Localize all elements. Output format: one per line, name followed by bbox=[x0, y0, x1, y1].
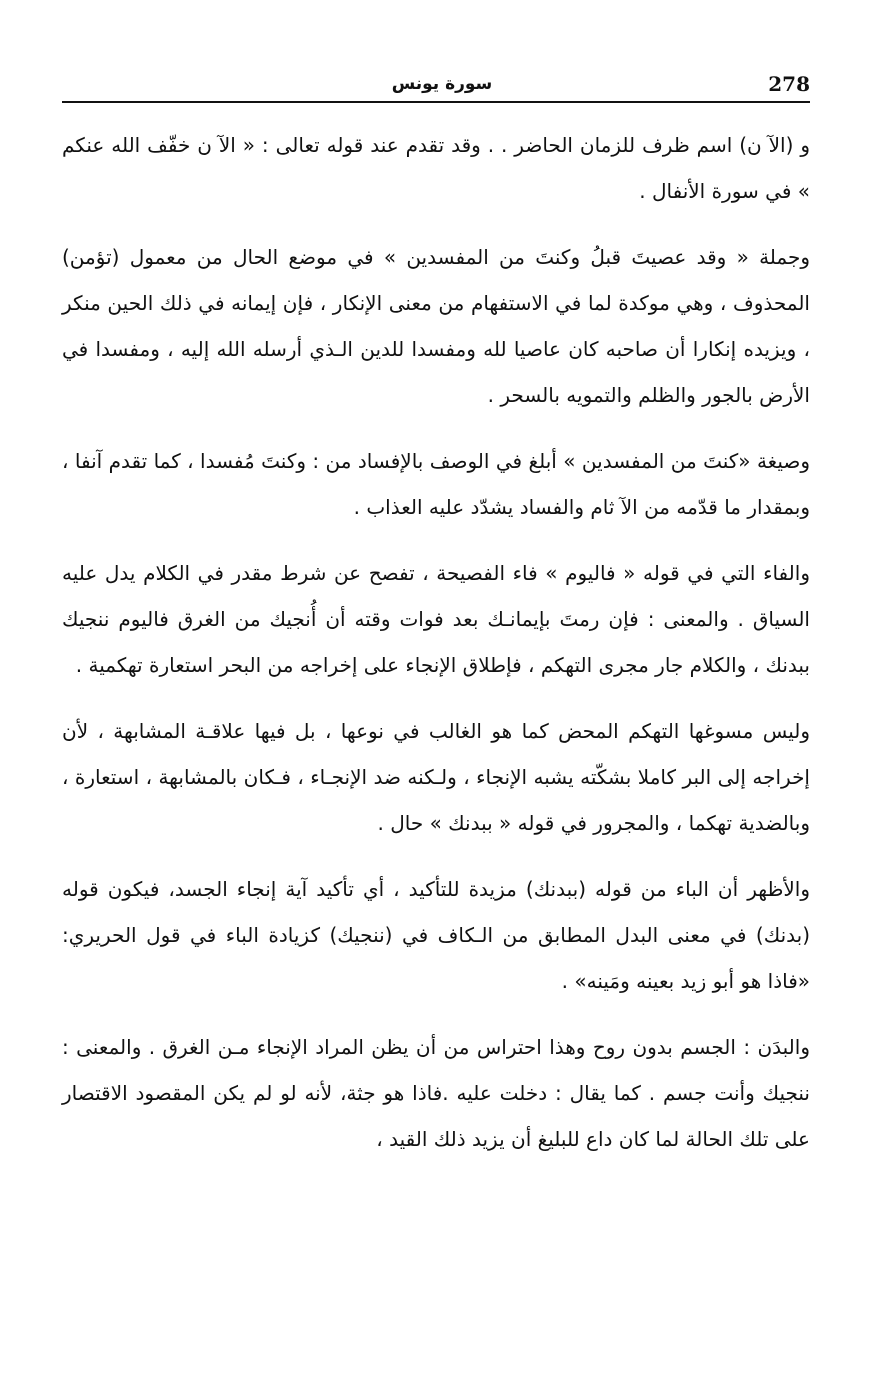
page-number: 278 bbox=[768, 72, 810, 96]
paragraph-5: وليس مسوغها التهكم المحض كما هو الغالب في نوعها ، بل فيها علاقـة المشابهة ، لأن إخراجه إلى البر كاملا بشكّته يشبه الإنجاء ، ولـكنه ضد الإنجـاء ، فـكان بالمشابهة ، استعارة ، وبالضدية تهكما ، والمجرور في قوله « ببدنك » حال . bbox=[62, 719, 810, 835]
header-divider bbox=[62, 101, 810, 103]
paragraph-7: والبدَن : الجسم بدون روح وهذا احتراس من أن يظن المراد الإنجاء مـن الغرق . والمعنى : ننجيك وأنت جسم . كما يقال : دخلت عليه .فاذا هو جثة، لأنه لو لم يكن المقصود الاقتصار على تلك الحالة لما كان داع للبليغ أن يزيد ذلك القيد ، bbox=[62, 1035, 810, 1151]
page-body bbox=[62, 122, 810, 1182]
paragraph-4: والفاء التي في قوله « فاليوم » فاء الفصيحة ، تفصح عن شرط مقدر في الكلام يدل عليه السياق . والمعنى : فإن رمتَ بإيمانـك بعد فوات وقته أن أُنجيك من الغرق فاليوم ننجيك ببدنك ، والكلام جار مجرى التهكم ، فإطلاق الإنجاء على إخراجه من البحر استعارة تهكمية . bbox=[62, 561, 810, 677]
paragraph-3: وصيغة «كنتَ من المفسدين » أبلغ في الوصف بالإفساد من : وكنتَ مُفسدا ، كما تقدم آنفا ، وبمقدار ما قدّمه من الآ ثام والفساد يشدّد عليه العذاب . bbox=[62, 449, 810, 519]
paragraph-6: والأظهر أن الباء من قوله (ببدنك) مزيدة للتأكيد ، أي تأكيد آية إنجاء الجسد، فيكون قوله (بدنك) في معنى البدل المطابق من الـكاف في (ننجيك) كزيادة الباء في قول الحريري: «فاذا هو أبو زيد بعينه ومَينه» . bbox=[62, 877, 810, 993]
page-header bbox=[62, 72, 810, 102]
paragraph-2: وجملة « وقد عصيتَ قبلُ وكنتَ من المفسدين » في موضع الحال من معمول (تؤمن) المحذوف ، وهي موكدة لما في الاستفهام من معنى الإنكار ، فإن إيمانه في ذلك الحين منكر ، ويزيده إنكارا أن صاحبه كان عاصيا لله ومفسدا للدين الـذي أرسله الله إليه ، ومفسدا في الأرض بالجور والظلم والتمويه بالسحر . bbox=[62, 245, 810, 407]
paragraph-1: و (الآ ن) اسم ظرف للزمان الحاضر . . وقد تقدم عند قوله تعالى : « الآ ن خفّف الله عنكم » في سورة الأنفال . bbox=[62, 133, 810, 203]
running-title: سورة يونس bbox=[391, 74, 493, 94]
